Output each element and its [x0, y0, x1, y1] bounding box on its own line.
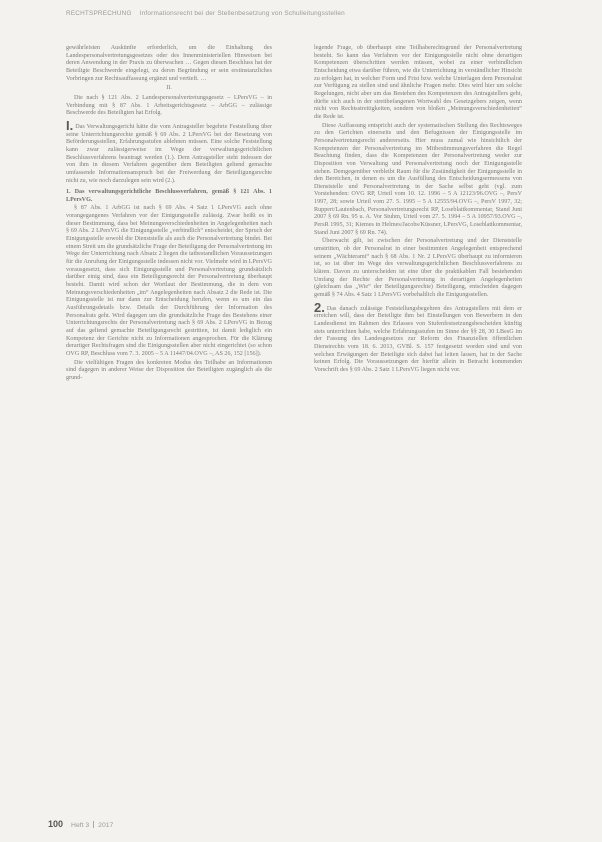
- right-paragraph-2: Diese Auffassung entspricht auch der systematischen Stellung des Rechtsweges zu den Gerichten einerseits und den Befugnissen der Einigungsstelle im Personalvertretungsrecht andererseits. Hier muss zumal wie hinsichtlich der Kompetenzen der Personalvertretung im Mitbestimmungsverfahren die Regel Beachtung finden, dass die Kompetenzen der Personalvertretung weder zur Disposition von Verwaltung und Personalvertretung noch der Einigungsstelle stehen. Demgegenüber verbleibt Raum für die Zuständigkeit der Einigungsstelle in den Bereichen, in denen es um die Ausfüllung des Entscheidungsermessens von Dienststelle und Personalvertretung in der Sache selbst geht (vgl. zum Vorstehenden: OVG RP, Urteil vom 10. 12. 1996 – 5 A 12123/96.OVG –, PersV 1997, 28; sowie Urteil vom 27. 5. 1995 – 5 A 12555/94.OVG –, PersV 1997, 32; Ruppert/Lautenbach, Personalvertretungsrecht RP, Loseblattkommentar, Stand Juni 2007 § 69 Rn. 95 u. A. Vor Stuhm, Urteil vom 27. 5. 1994 – 5 A 10957/93.OVG –, PersR 1995, 31; Kiemes in Helmes/Jacobs/Küssner, LPersVG, Loseblattkommentar, Stand Juni 2007 § 69 Rn. 74).: [314, 122, 522, 236]
- right-column: [314, 45, 522, 376]
- left-paragraph-tail: Die vielfältigen Fragen des konkreten Modus des Teilhabe an Informationen sind dagegen in anderer Weise der Disposition der Beteiligten zugänglich als die grund-: [66, 359, 272, 381]
- section-i-paragraph: [66, 117, 272, 185]
- issue-year: 2017: [98, 822, 114, 829]
- issue-label: Heft 3: [71, 822, 90, 829]
- section-mark-2: 2.: [314, 299, 325, 315]
- left-column: [66, 45, 272, 384]
- page-number: 100: [48, 819, 64, 829]
- right-paragraph-1: legende Frage, ob überhaupt eine Teilhaberechtsgrund der Personalvertretung besteht. So kann das Verfahren vor der Einigungsstelle nicht ohne derartigen Kompetenzen überschritten werden müssen, wobei zu einer verbindlichen Entscheidung etwa darüber führen, wie die Unterrichtung in verständlicher Hinsicht zu erfolgen hat, in welcher Form und Frist bzw. welche Unterlagen dem Personalrat zur Verfügung zu stellen sind und ähnliche Fragen mehr. Dies wird hier um solche Regelungen, nicht aber um das Bestehen des Kompetenzen des Antragstellers geht, dürfte sich auch in der streitbefangenen Wortwahl des Gesetzgebers zeigen, wenn nicht von Rechtsstreitigkeiten, sondern von bloßen „Meinungsverschiedenheiten“ die Rede ist.: [314, 45, 522, 120]
- left-paragraph-1: gewährleisten Auskünfte erforderlich, um die Einhaltung des Landespersonalvertretungsgesetzes oder des Innenministeriellen Hinweisen bei deren Anwendung in der Praxis zu überwachen … Gegen diesen Beschluss hat der Beteiligte Beschwerde eingelegt, zu deren Begründung er sein erstinstanzliches Vorbringen zur Rechtsauffassung ergänzt und vertieft. …: [66, 45, 272, 82]
- running-header: [66, 10, 546, 17]
- header-title: Informationsrecht bei der Stellenbesetzung von Schulleitungsstellen: [139, 10, 345, 17]
- section-mark-i: I.: [66, 117, 74, 133]
- section-2-paragraph: [314, 299, 522, 375]
- header-rubric: RECHTSPRECHUNG: [66, 10, 132, 17]
- right-paragraph-3: Überwacht gilt, ist zwischen der Personalvertretung und der Dienststelle umstritten, ob der Personalrat in einer bestimmten Angelegenheit entsprechend seinem „Wächteramt“ nach § 68 Abs. 1 Nr. 2 LPersVG überhaupt zu informieren ist, so ist über im Wege des verwaltungsgerichtlichen Beschlussverfahrens zu klären. Davon zu unterscheiden ist eine über die praktikablen Fall bestehenden Umfang der Rechte der Personalvertretung in derartigen Angelegenheiten (gleichsam das „Wie“ der Beteiligungsrechte) Beteiligung, entscheiden dagegen gemäß § 74 Abs. 4 Satz 1 LPersVG vorbehaltlich die Einigungsstellen.: [314, 238, 522, 298]
- footer-divider: [93, 821, 94, 828]
- section-i-text: Das Verwaltungsgericht hätte die vom Antragsteller begehrte Feststellung über seine Unterrichtungsrechte gemäß § 69 Abs. 2 LPersVG bei der Besetzung von Beförderungsstellen, Erfahrungsstufen ablehnen müssen. Eine solche Feststellung kann zwar zulässigerweise im Wege der verwaltungsgerichtlichen Beschlussverfahrens beantragt werden (1.). Dem Antragsteller steht indessen der von ihm in diesem Verfahren gegenüber dem Beteiligten geltend gemachte umfassende Informationsanspruch bei der Freiwerdung der Beteiligungsrechte nicht zu, wie noch darzulegen sein wird (2.).: [66, 123, 272, 184]
- subsection-1-heading: 1. Das verwaltungsgerichtliche Beschlussverfahren, gemäß § 121 Abs. 1 LPersVG.: [66, 189, 272, 203]
- page-footer: [48, 819, 113, 829]
- section-2-text: Das danach zulässige Feststellungsbegehren des Antragstellers mit dem er erreichen will, dass der Beteiligte ihm bei Einstellungen von Bewerbern in den Landesdienst im Rahmen des Erlasses von Stufenfestsetzungsbescheiden künftig stets unterrichten habe, welche Erfahrungsstufen im Sinne der §§ 28, 30 LBesG im der Fassung des Landesgesetzes zur Reform des Finanziellen öffentlichen Dienstrechts vom 18. 6. 2013, GVBl. S. 157 festgesetzt worden sind und von welchen Erwägungen der Beteiligte sich dabei hat leiten lassen, hat in der Sache keinen Erfolg. Die Voraussetzungen der hierfür allein in Betracht kommenden Vorschrift des § 69 Abs. 2 Satz 1 LPersVG liegen nicht vor.: [314, 305, 522, 373]
- subsection-1-body: § 87 Abs. 1 ArbGG ist nach § 69 Abs. 4 Satz 1 LPersVG auch ohne vorangegangenes Verfahren vor der Einigungsstelle zulässig. Zwar heißt es in dieser Bestimmung, dass bei Meinungsverschiedenheiten in Angelegenheiten nach § 69 Abs. 2 LPersVG die Einigungsstelle „verbindlich“ entscheidet, der Spruch der Einigungsstelle sowohl die Dienststelle als auch die Personalvertretung bindet. Bei einem Streit um die grundsätzliche Frage der Beteiligung der Personalvertretung im Wege der Unterrichtung nach Absatz 2 liegen die tatbestandlichen Voraussetzungen für die Anrufung der Einigungsstelle indessen nicht vor. Vielmehr wird in LPersVG vorausgesetzt, dass sich Einigungsstelle und Personalvertretung grundsätzlich darüber einig sind, dass ein Beteiligungsrecht der Personalvertretung überhaupt besteht. Damit wird schon der Wortlaut der Bestimmung, die in dem von Meinungsverschiedenheiten „im“ Angelegenheiten nach Absatz 2 die Rede ist. Die Einigungsstelle ist nur dann zur Entscheidung berufen, wenn es um ein das Ausführungsdetails bzw. Details der Durchführung der Information des Personalrats geht. Wird dagegen um die grundsätzliche Frage des Bestehens einer Unterrichtungsrechts der Personalvertretung nach § 69 Abs. 2 LPersVG in Bezug auf das geltend gemachte Beteiligungsrecht gestritten, ist damit lediglich ein Kompetenz der Gerichte nicht zu Informationen angesprochen. Für die Klärung derartiger Rechtsfragen sind die Einigungsstellen aber nicht eingerichtet (so schon OVG RP, Beschluss vom 7. 3. 2005 – 5 A 11447/04.OVG –, AS 26, 152 [156]).: [66, 205, 272, 357]
- left-paragraph-2: Die nach § 121 Abs. 2 Landespersonalvertretungsgesetz – LPersVG – in Verbindung mit § 87 Abs. 1 Arbeitsgerichtsgesetz – ArbGG – zulässige Beschwerde des Beteiligten hat Erfolg.: [66, 94, 272, 117]
- section-roman-numeral: II.: [166, 85, 172, 92]
